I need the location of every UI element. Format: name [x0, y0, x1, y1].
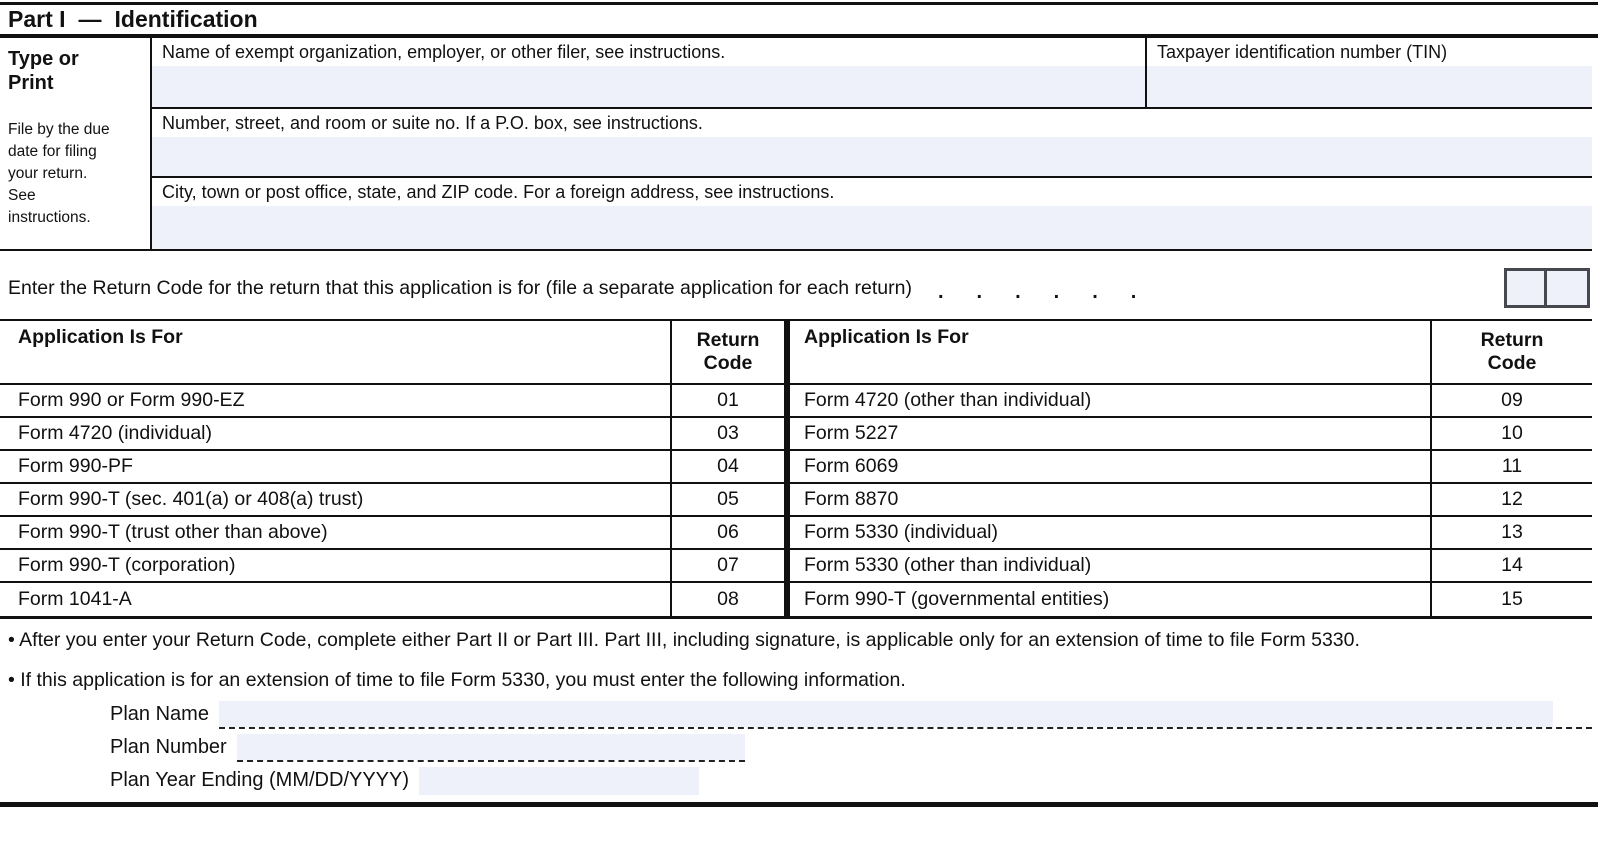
return-code-header-right: Return Code: [1480, 329, 1544, 375]
table-row: [0, 517, 1592, 550]
type-or-print-column: [0, 38, 152, 249]
return-code-box-digit-2[interactable]: [1547, 271, 1587, 305]
app-label: Form 990-T (sec. 401(a) or 408(a) trust): [0, 484, 672, 515]
code-value: 08: [672, 583, 790, 616]
return-code-table: [0, 319, 1592, 619]
plan-number-underline: [237, 734, 745, 762]
plan-year-label: Plan Year Ending (MM/DD/YYYY): [110, 769, 410, 792]
app-label: Form 5227: [790, 418, 1432, 449]
part-header: [0, 5, 1598, 34]
code-value: 05: [672, 484, 790, 515]
app-label: Form 5330 (other than individual): [790, 550, 1432, 581]
plan-number-label: Plan Number: [110, 736, 227, 759]
app-label: Form 8870: [790, 484, 1432, 515]
plan-year-row: [110, 767, 1598, 795]
table-row: [0, 418, 1592, 451]
return-code-table-header: [0, 321, 1592, 385]
app-label: Form 990-T (corporation): [0, 550, 672, 581]
name-cell: [152, 38, 1147, 107]
return-code-box: [1504, 268, 1590, 308]
return-code-box-digit-1[interactable]: [1507, 271, 1547, 305]
code-value: 14: [1501, 554, 1523, 577]
file-by-note: File by the due date for filing your return. See instructions.: [8, 120, 110, 226]
plan-number-row: [110, 734, 1598, 762]
bottom-rule: [0, 802, 1598, 807]
plan-number-input[interactable]: [237, 734, 745, 760]
code-value: 12: [1501, 488, 1523, 511]
code-value: 11: [1501, 455, 1523, 478]
city-field-label: City, town or post office, state, and ZIP code. For a foreign address, see instructions.: [162, 182, 835, 203]
code-value: 07: [672, 550, 790, 581]
street-row: [152, 109, 1592, 178]
code-value: 09: [1501, 389, 1523, 412]
code-value: 03: [672, 418, 790, 449]
part-label: Part I: [8, 6, 66, 32]
city-input[interactable]: [152, 206, 1592, 249]
plan-year-field: [419, 767, 699, 795]
type-or-print-label: Type or Print: [8, 48, 79, 95]
application-is-for-header-left: Application Is For: [0, 321, 672, 383]
table-row: [0, 451, 1592, 484]
return-code-header-left: Return Code: [672, 321, 790, 383]
part-title: Identification: [114, 6, 258, 32]
return-code-entry-line: Enter the Return Code for the return that this application is for (file a separate application for each return) ......: [0, 268, 1590, 308]
app-label: Form 990-PF: [0, 451, 672, 482]
app-label: Form 1041-A: [0, 583, 672, 616]
street-input[interactable]: [152, 137, 1592, 176]
name-tin-row: [152, 38, 1592, 109]
app-label: Form 990-T (governmental entities): [790, 583, 1432, 616]
bullet-note-return-code: • After you enter your Return Code, complete either Part II or Part III. Part III, including signature, is applicable only for an extension of time to file Form 5330.: [8, 629, 1360, 652]
plan-name-row: [110, 701, 1598, 729]
table-row: [0, 484, 1592, 517]
table-row: [0, 385, 1592, 418]
app-label: Form 4720 (individual): [0, 418, 672, 449]
bullet-note-form5330: • If this application is for an extension of time to file Form 5330, you must enter the following information.: [8, 668, 906, 691]
return-code-instruction: Enter the Return Code for the return that this application is for (file a separate application for each return): [8, 276, 912, 299]
app-label: Form 4720 (other than individual): [790, 385, 1432, 416]
app-label: Form 990-T (trust other than above): [0, 517, 672, 548]
app-label: Form 990 or Form 990-EZ: [0, 385, 672, 416]
tin-field-label: Taxpayer identification number (TIN): [1157, 42, 1448, 62]
code-value: 06: [672, 517, 790, 548]
code-value: 01: [672, 385, 790, 416]
code-value: 04: [672, 451, 790, 482]
identification-table: [0, 38, 1592, 251]
app-label: Form 6069: [790, 451, 1432, 482]
plan-year-input[interactable]: [419, 767, 699, 795]
code-value: 15: [1501, 588, 1523, 611]
street-field-label: Number, street, and room or suite no. If a P.O. box, see instructions.: [162, 113, 703, 134]
city-row: [152, 178, 1592, 249]
tin-cell: [1147, 38, 1592, 107]
code-value: 13: [1501, 521, 1523, 544]
name-field-label: Name of exempt organization, employer, or other filer, see instructions.: [162, 42, 726, 62]
app-label: Form 5330 (individual): [790, 517, 1432, 548]
name-input[interactable]: [152, 66, 1145, 107]
plan-name-label: Plan Name: [110, 703, 209, 726]
plan-name-underline: [219, 701, 1592, 729]
table-row: [0, 550, 1592, 583]
plan-name-input[interactable]: [219, 701, 1553, 727]
table-row: [0, 583, 1592, 616]
code-value: 10: [1501, 422, 1523, 445]
tin-input[interactable]: [1147, 66, 1592, 107]
application-is-for-header-right: Application Is For: [790, 321, 1432, 383]
part-dash: —: [78, 6, 102, 32]
